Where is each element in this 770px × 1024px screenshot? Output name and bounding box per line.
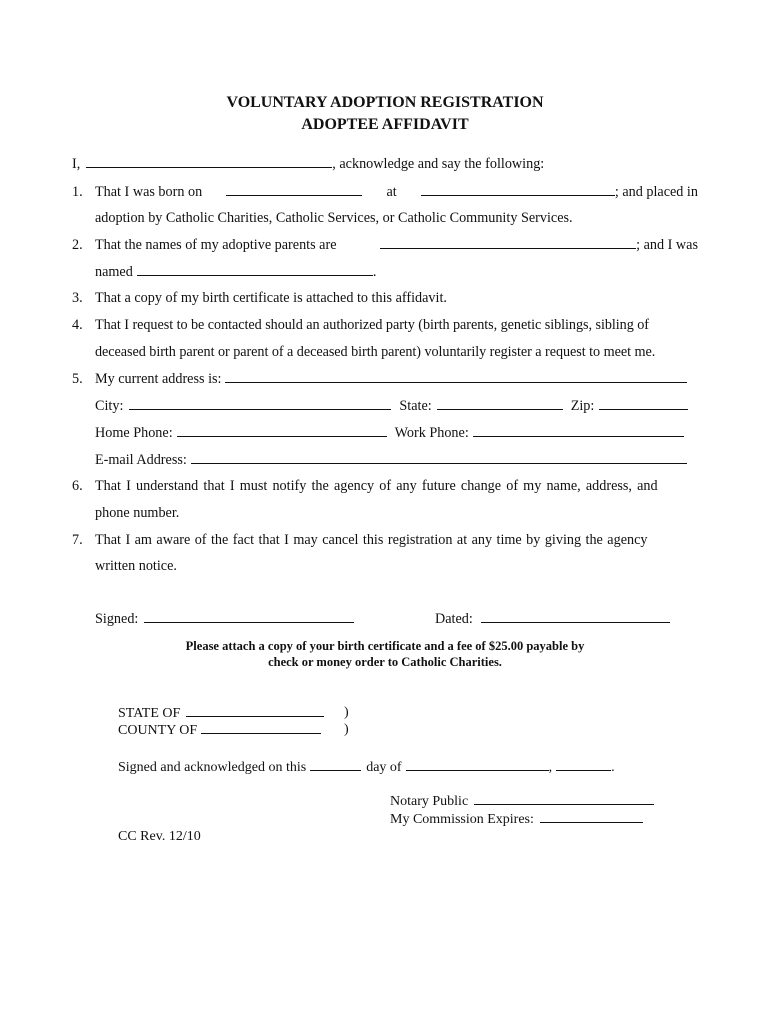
item-number: 1.: [72, 184, 83, 200]
item-1-text-c: ; and placed in: [614, 184, 698, 200]
item-6-line-2: phone number.: [95, 505, 180, 521]
notary-public-field[interactable]: [474, 793, 654, 805]
county-of-field[interactable]: [201, 722, 321, 734]
comma: ,: [548, 760, 553, 775]
item-2-text-b: ; and I was: [636, 237, 698, 253]
intro-prefix: I,: [72, 156, 81, 172]
date-field[interactable]: [481, 611, 670, 623]
item-1-text-b: at: [386, 184, 397, 200]
given-name-field[interactable]: [137, 264, 373, 276]
state-of-label: STATE OF: [118, 706, 181, 721]
acknowledged-label: Signed and acknowledged on this: [118, 760, 307, 775]
item-4-line-2: deceased birth parent or parent of a deceased birth parent) voluntarily register a request to meet me.: [95, 344, 656, 360]
item-2-line-2: [95, 264, 376, 281]
birth-date-field[interactable]: [226, 184, 362, 196]
commission-row: [390, 811, 643, 828]
item-2-text-a: That the names of my adoptive parents are: [95, 237, 337, 253]
item-number: 3.: [72, 290, 83, 306]
item-7-line-1: That I am aware of the fact that I may cancel this registration at any time by giving the agency: [95, 532, 648, 548]
signed-label: Signed:: [95, 611, 139, 627]
address-row: [95, 371, 687, 388]
phone-row: [95, 425, 684, 442]
fee-note-line-2: check or money order to Catholic Charities.: [268, 655, 502, 669]
county-of-label: COUNTY OF: [118, 723, 198, 738]
city-label: City:: [95, 398, 124, 414]
item-1-line-1: [95, 184, 698, 201]
day-field[interactable]: [310, 759, 361, 771]
item-2-line-1: [95, 237, 698, 254]
item-6-line-1: That I understand that I must notify the agency of any future change of my name, address, and: [95, 478, 658, 494]
item-number: 2.: [72, 237, 83, 253]
item-number: 5.: [72, 371, 83, 387]
city-state-zip-row: [95, 398, 688, 415]
email-field[interactable]: [191, 452, 687, 464]
state-label: State:: [399, 398, 432, 414]
commission-label: My Commission Expires:: [390, 812, 534, 827]
zip-label: Zip:: [570, 398, 595, 414]
item-number: 4.: [72, 317, 83, 333]
item-2-text-named: named: [95, 264, 133, 280]
item-1-line-2: adoption by Catholic Charities, Catholic Services, or Catholic Community Services.: [95, 210, 573, 226]
bracket: ): [344, 705, 349, 720]
state-field[interactable]: [437, 398, 563, 410]
address-label: My current address is:: [95, 371, 222, 387]
state-of-row: [118, 705, 324, 722]
item-7-line-2: written notice.: [95, 558, 177, 574]
item-4-line-1: That I request to be contacted should an authorized party (birth parents, genetic siblings, sibling of: [95, 317, 649, 333]
adoptive-parents-field[interactable]: [380, 237, 636, 249]
period: .: [611, 760, 615, 775]
dated-row: [435, 611, 670, 628]
notary-public-label: Notary Public: [390, 794, 469, 809]
zip-field[interactable]: [599, 398, 688, 410]
name-field[interactable]: [86, 156, 332, 168]
intro-line: [72, 156, 544, 173]
home-phone-field[interactable]: [177, 425, 387, 437]
city-field[interactable]: [129, 398, 391, 410]
acknowledgment-row: [118, 759, 615, 776]
home-phone-label: Home Phone:: [95, 425, 173, 441]
item-1-text-a: That I was born on: [95, 184, 203, 200]
county-of-row: [118, 722, 321, 739]
year-field[interactable]: [556, 759, 611, 771]
document-subtitle: ADOPTEE AFFIDAVIT: [301, 116, 469, 133]
address-field[interactable]: [225, 371, 687, 383]
intro-suffix: , acknowledge and say the following:: [332, 156, 545, 172]
day-of-label: day of: [366, 760, 402, 775]
dated-label: Dated:: [435, 611, 473, 627]
work-phone-label: Work Phone:: [394, 425, 469, 441]
work-phone-field[interactable]: [473, 425, 684, 437]
state-of-field[interactable]: [186, 705, 324, 717]
bracket: ): [344, 722, 349, 737]
signature-field[interactable]: [144, 611, 354, 623]
item-2-text-period: .: [372, 264, 377, 280]
email-label: E-mail Address:: [95, 452, 187, 468]
fee-note-line-1: Please attach a copy of your birth certificate and a fee of $25.00 payable by: [185, 639, 585, 653]
revision-label: CC Rev. 12/10: [118, 829, 201, 844]
document-title: VOLUNTARY ADOPTION REGISTRATION: [226, 94, 544, 111]
signed-row: [95, 611, 354, 628]
item-3-text: That a copy of my birth certificate is attached to this affidavit.: [95, 290, 447, 306]
item-number: 6.: [72, 478, 83, 494]
commission-field[interactable]: [540, 811, 643, 823]
email-row: [95, 452, 687, 469]
notary-public-row: [390, 793, 654, 810]
birth-place-field[interactable]: [421, 184, 615, 196]
month-field[interactable]: [406, 759, 549, 771]
item-number: 7.: [72, 532, 83, 548]
